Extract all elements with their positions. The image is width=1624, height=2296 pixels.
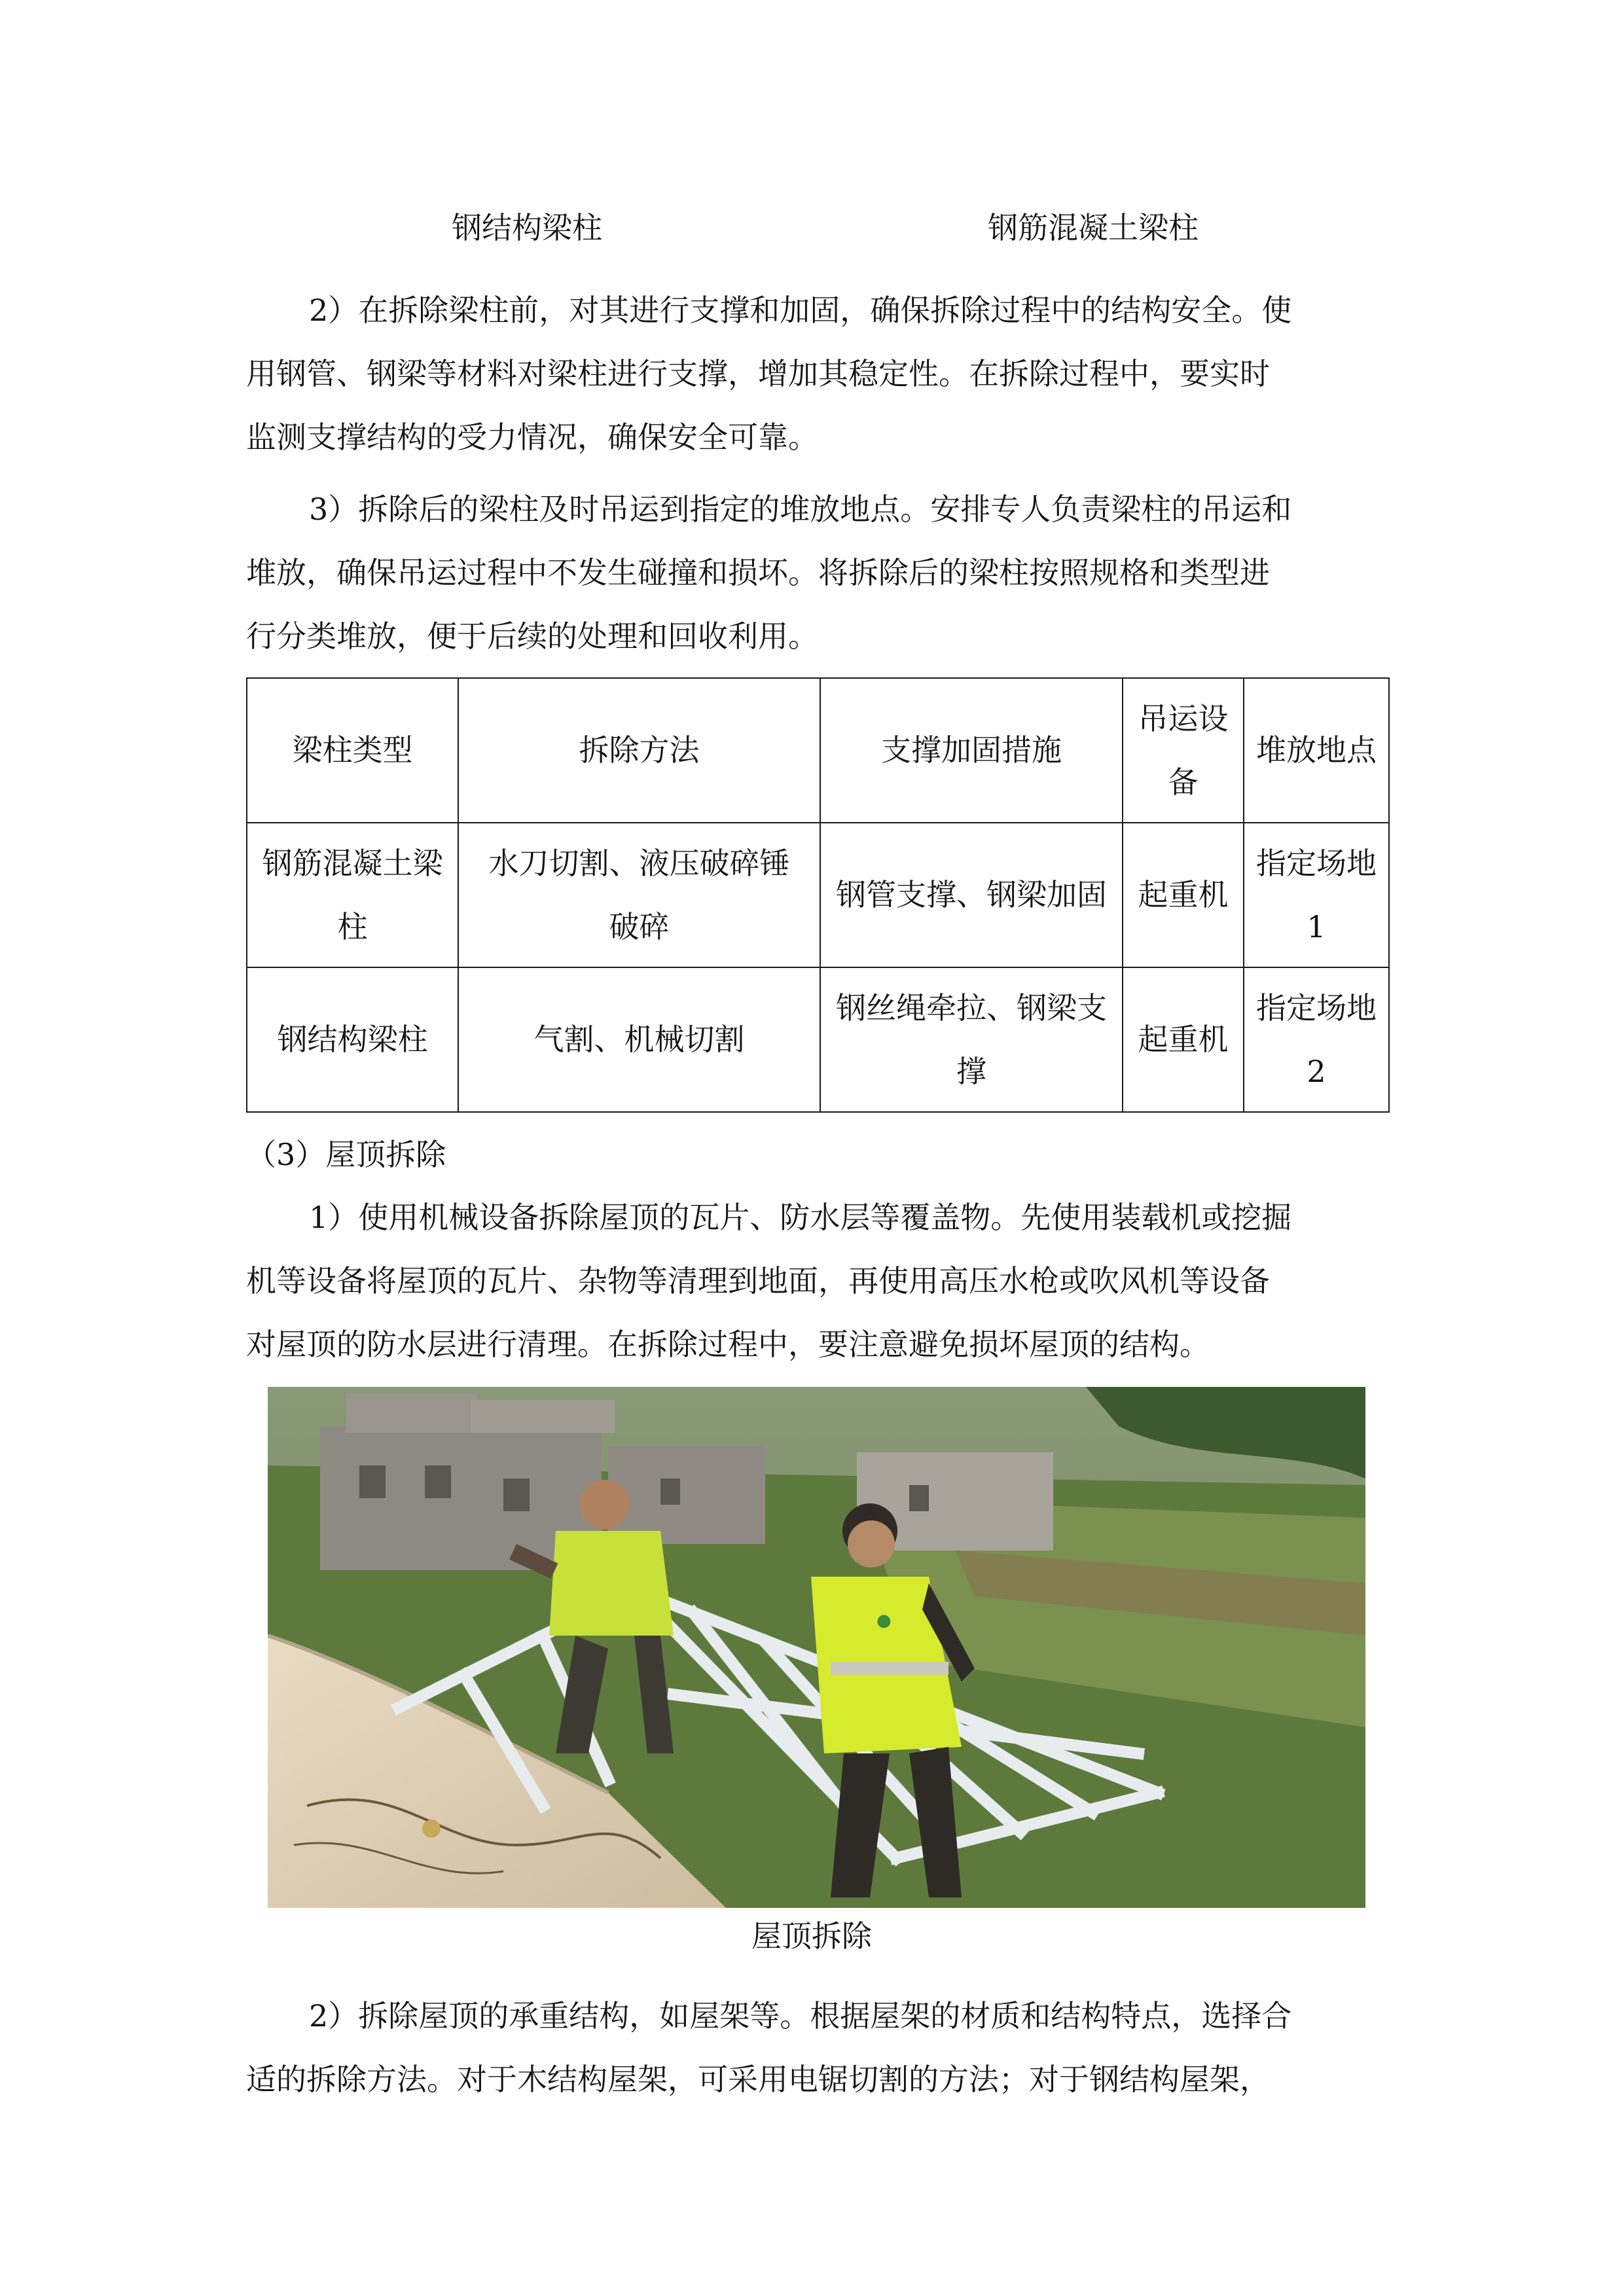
header-cell-lifting: 吊运设 备 <box>1123 678 1244 823</box>
table-cell: 指定场地 1 <box>1244 823 1389 967</box>
paragraph-line: 2）在拆除梁柱前，对其进行支撑和加固，确保拆除过程中的结构安全。使 <box>309 293 1292 328</box>
table-row <box>247 967 1389 1112</box>
paragraph-line: 监测支撑结构的受力情况，确保安全可靠。 <box>246 420 818 455</box>
table-cell: 指定场地 2 <box>1244 967 1389 1112</box>
paragraph-line: 1）使用机械设备拆除屋顶的瓦片、防水层等覆盖物。先使用装载机或挖掘 <box>309 1200 1292 1235</box>
paragraph-line: 3）拆除后的梁柱及时吊运到指定的堆放地点。安排专人负责梁柱的吊运和 <box>309 492 1292 527</box>
paragraph-transport-stacking <box>246 478 1392 668</box>
photo-illustration <box>268 1387 1365 1908</box>
caption-roof-photo: 屋顶拆除 <box>751 1918 872 1954</box>
paragraph-line: 堆放，确保吊运过程中不发生碰撞和损坏。将拆除后的梁柱按照规格和类型进 <box>246 555 1270 590</box>
table-cell: 气割、机械切割 <box>458 967 820 1112</box>
paragraph-line: 用钢管、钢梁等材料对梁柱进行支撑，增加其稳定性。在拆除过程中，要实时 <box>246 356 1270 391</box>
paragraph-line: 行分类堆放，便于后续的处理和回收利用。 <box>246 619 818 654</box>
caption-steel-beam-column: 钢结构梁柱 <box>452 210 602 245</box>
paragraph-line: 适的拆除方法。对于木结构屋架，可采用电锯切割的方法；对于钢结构屋架， <box>246 2062 1270 2097</box>
table-cell: 起重机 <box>1123 967 1244 1112</box>
paragraph-line: 机等设备将屋顶的瓦片、杂物等清理到地面，再使用高压水枪或吹风机等设备 <box>246 1263 1270 1299</box>
table-cell: 钢结构梁柱 <box>247 967 458 1112</box>
paragraph-line: 对屋顶的防水层进行清理。在拆除过程中，要注意避免损坏屋顶的结构。 <box>246 1327 1210 1362</box>
table-cell: 钢筋混凝土梁 柱 <box>247 823 458 967</box>
paragraph-roof-covering <box>246 1186 1392 1376</box>
header-cell-type: 梁柱类型 <box>247 678 458 823</box>
table-cell: 起重机 <box>1123 823 1244 967</box>
demolition-table <box>246 677 1390 1113</box>
table-cell: 水刀切割、液压破碎锤 破碎 <box>458 823 820 967</box>
paragraph-roof-structure <box>246 1984 1392 2111</box>
header-cell-location: 堆放地点 <box>1244 678 1389 823</box>
caption-concrete-beam-column: 钢筋混凝土梁柱 <box>988 210 1199 245</box>
header-cell-method: 拆除方法 <box>458 678 820 823</box>
table-cell: 钢管支撑、钢梁加固 <box>820 823 1123 967</box>
svg-text:●: ● <box>876 1611 892 1630</box>
table-header-row <box>247 678 1389 823</box>
header-cell-support: 支撑加固措施 <box>820 678 1123 823</box>
paragraph-support-reinforcement <box>246 279 1392 469</box>
roof-demolition-photo <box>268 1387 1365 1908</box>
section-heading-roof-demolition: （3）屋顶拆除 <box>246 1137 446 1172</box>
table-row <box>247 823 1389 967</box>
table-cell: 钢丝绳牵拉、钢梁支 撑 <box>820 967 1123 1112</box>
paragraph-line: 2）拆除屋顶的承重结构，如屋架等。根据屋架的材质和结构特点，选择合 <box>309 1998 1292 2034</box>
